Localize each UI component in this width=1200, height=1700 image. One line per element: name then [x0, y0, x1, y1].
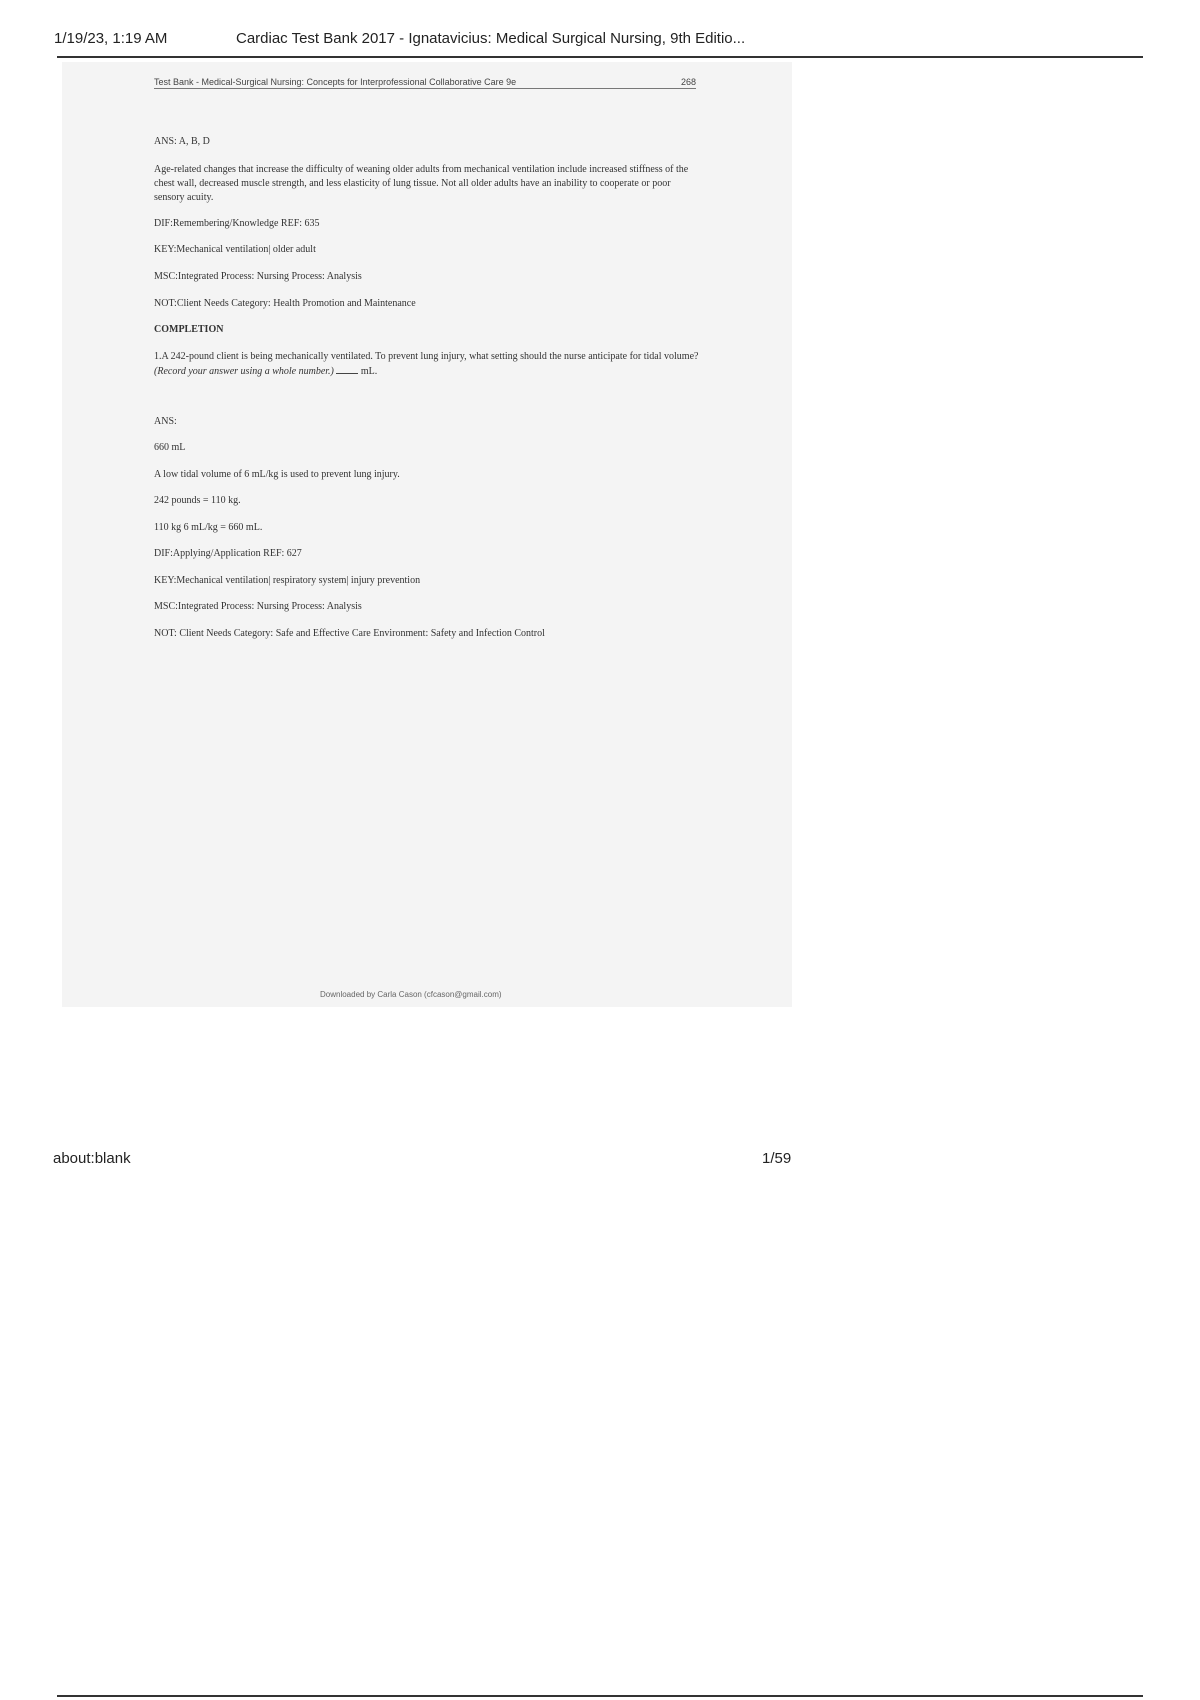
running-head	[154, 75, 696, 89]
section-heading-completion: COMPLETION	[154, 324, 224, 335]
msc-line: MSC:Integrated Process: Nursing Process: Analysis	[154, 271, 362, 282]
msc-line: MSC:Integrated Process: Nursing Process: Analysis	[154, 601, 362, 612]
print-timestamp: 1/19/23, 1:19 AM	[54, 30, 168, 47]
header-divider	[57, 56, 1143, 58]
answer-blank	[336, 364, 358, 374]
answer-label: ANS:	[154, 416, 177, 427]
answer-unit: mL	[360, 366, 375, 377]
calculation-step-2: 110 kg 6 mL/kg = 660 mL.	[154, 522, 263, 533]
keywords-line: KEY:Mechanical ventilation| older adult	[154, 244, 316, 255]
keywords-line: KEY:Mechanical ventilation| respiratory system| injury prevention	[154, 575, 421, 586]
print-footer-url: about:blank	[53, 1150, 131, 1167]
question-text: 1.A 242-pound client is being mechanically ventilated. To prevent lung injury, what setting should the nurse anticipate for tidal volume?	[154, 351, 699, 362]
difficulty-line: DIF:Applying/Application REF: 627	[154, 548, 302, 559]
calculation-step-1: 242 pounds = 110 kg.	[154, 495, 241, 506]
client-needs-line: NOT:Client Needs Category: Health Promotion and Maintenance	[154, 298, 416, 309]
rationale-paragraph: Age-related changes that increase the difficulty of weaning older adults from mechanical ventilation include increased stiffness of the chest wall, decreased muscle strength, and less elasticity of lung tissue. Not all older adults have an inability to cooperate or poor sensory acuity.	[154, 164, 689, 203]
download-attribution: Downloaded by Carla Cason (cfcason@gmail.com)	[320, 990, 502, 999]
print-footer-page-count: 1/59	[762, 1150, 792, 1167]
question-stem: 1.A 242-pound client is being mechanically ventilated. To prevent lung injury, what setting should the nurse anticipate for tidal volume? (Record your answer using a whole number.) mL.	[154, 351, 699, 377]
answer-value: 660 mL	[154, 442, 186, 453]
difficulty-line: DIF:Remembering/Knowledge REF: 635	[154, 218, 320, 229]
answer-line: ANS: A, B, D	[154, 136, 210, 147]
client-needs-line: NOT: Client Needs Category: Safe and Effective Care Environment: Safety and Infection Control	[154, 628, 545, 639]
running-head-title: Test Bank - Medical-Surgical Nursing: Concepts for Interprofessional Collaborative Care 9e	[154, 77, 517, 87]
scanned-page-content	[154, 75, 760, 639]
scanned-page	[62, 62, 792, 1007]
answer-explanation: A low tidal volume of 6 mL/kg is used to prevent lung injury.	[154, 469, 400, 480]
bottom-divider	[57, 1695, 1143, 1697]
print-document-title: Cardiac Test Bank 2017 - Ignatavicius: Medical Surgical Nursing, 9th Editio...	[236, 30, 746, 47]
question-instruction: (Record your answer using a whole number.)	[154, 366, 334, 377]
running-head-page-number: 268	[680, 77, 696, 87]
